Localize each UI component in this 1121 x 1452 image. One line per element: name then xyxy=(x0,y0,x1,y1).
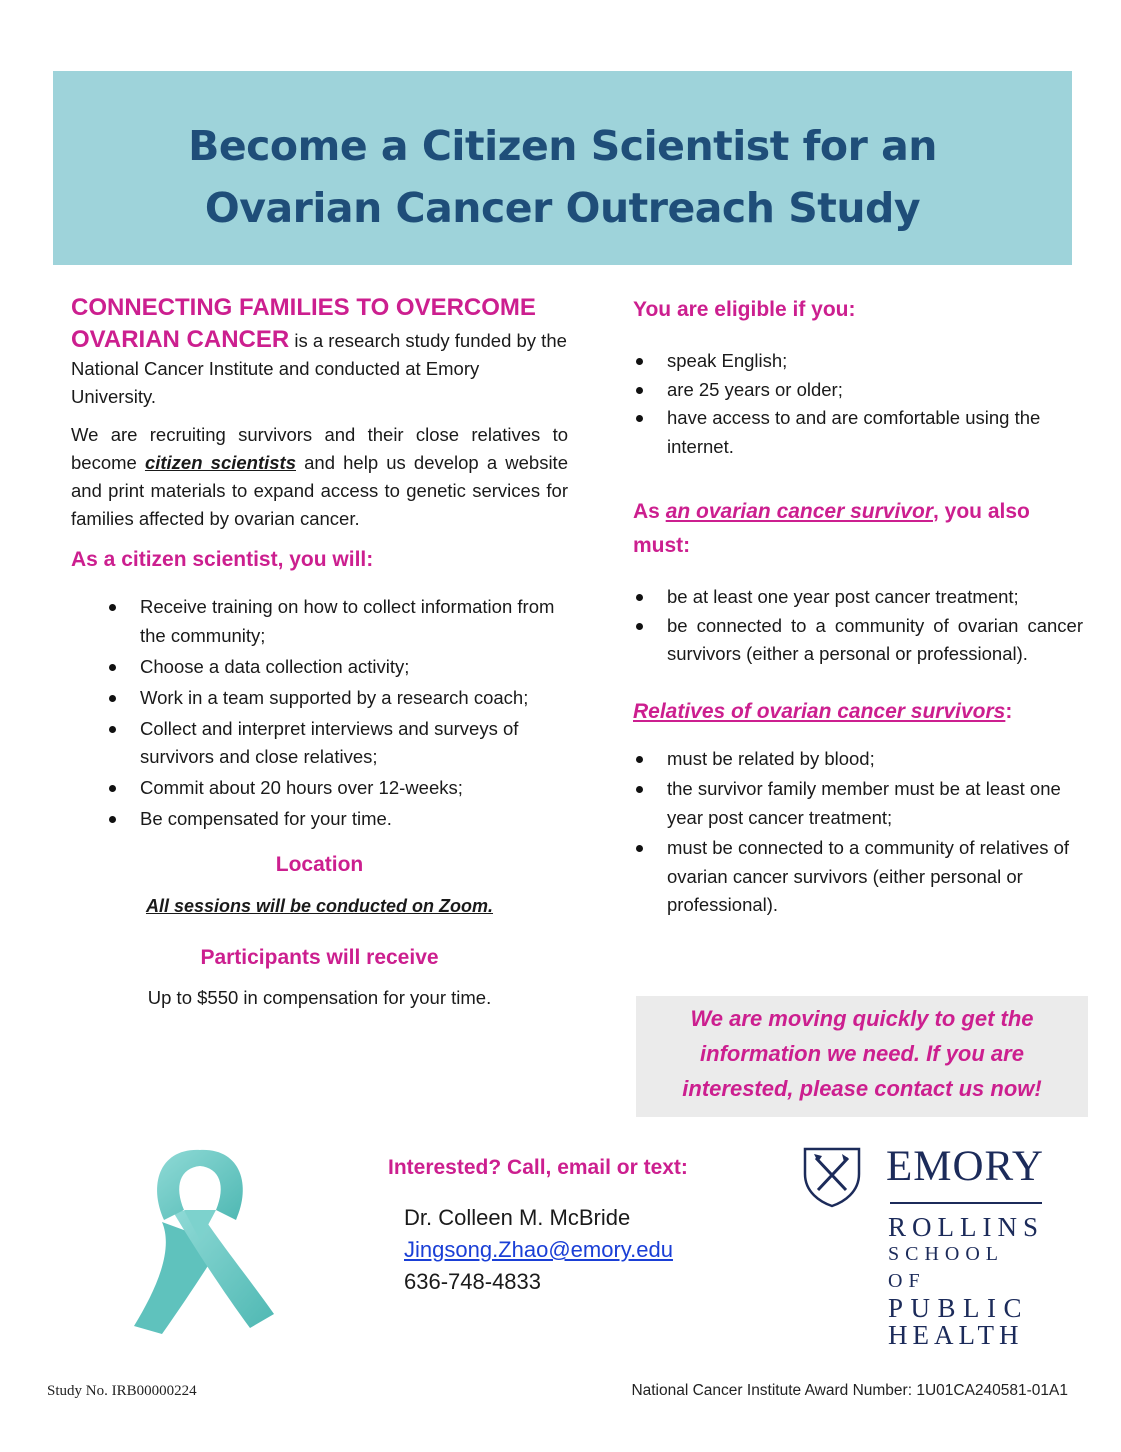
title-line-1: Become a Citizen Scientist for an xyxy=(188,122,937,170)
rollins-wordmark xyxy=(888,1214,1048,1349)
list-item: Be compensated for your time. xyxy=(140,805,568,834)
rollins-text: ROLLINS xyxy=(888,1212,1044,1242)
contact-callout xyxy=(636,996,1088,1117)
emory-wordmark: EMORY xyxy=(886,1143,1044,1190)
participants-heading: Participants will receive xyxy=(200,945,439,969)
relatives-list xyxy=(633,745,1083,920)
list-item: must be connected to a community of relatives of ovarian cancer survivors (either personal or professional). xyxy=(667,834,1083,920)
relatives-heading-colon: : xyxy=(1005,699,1013,723)
contact-phone: 636-748-4833 xyxy=(404,1269,542,1294)
location-text-value: All sessions will be conducted on Zoom. xyxy=(145,895,494,916)
list-item: Choose a data collection activity; xyxy=(140,653,568,682)
citizen-scientists-emphasis: citizen scientists xyxy=(144,452,296,473)
recruiting-text-a: We are recruiting survivors and their close relatives to become xyxy=(71,424,568,473)
page-title xyxy=(53,71,1072,239)
intro-heading-line-1: CONNECTING FAMILIES TO OVERCOME xyxy=(71,294,536,321)
contact-name: Dr. Colleen M. McBride xyxy=(404,1205,631,1230)
callout-line-3: interested, please contact us now! xyxy=(682,1076,1042,1101)
survivor-list xyxy=(633,583,1083,669)
emory-shield-icon xyxy=(802,1146,862,1208)
citizen-scientist-list xyxy=(71,593,568,834)
eligible-list xyxy=(633,347,1083,461)
study-number: Study No. IRB00000224 xyxy=(47,1383,197,1399)
contact-lines xyxy=(404,1202,768,1298)
list-item: Receive training on how to collect information from the community; xyxy=(140,593,568,650)
list-item: must be related by blood; xyxy=(667,745,1083,774)
title-line-2: Ovarian Cancer Outreach Study xyxy=(204,184,921,232)
survivor-heading-b: , you also must: xyxy=(633,500,1030,557)
callout-line-2: information we need. If you are xyxy=(700,1041,1024,1066)
title-banner xyxy=(53,71,1072,265)
list-item: Commit about 20 hours over 12-weeks; xyxy=(140,774,568,803)
right-column xyxy=(633,295,1083,920)
award-number: National Cancer Institute Award Number: 1U01CA240581-01A1 xyxy=(631,1382,1068,1399)
list-item: Work in a team supported by a research coach; xyxy=(140,684,568,713)
public-text: PUBLIC xyxy=(888,1293,1030,1323)
list-item: are 25 years or older; xyxy=(667,376,1083,405)
list-item: speak English; xyxy=(667,347,1083,376)
survivor-heading xyxy=(633,495,1083,563)
contact-block xyxy=(388,1152,768,1298)
callout-line-1: We are moving quickly to get the xyxy=(690,1006,1034,1031)
list-item: the survivor family member must be at least one year post cancer treatment; xyxy=(667,775,1083,832)
recruiting-paragraph xyxy=(71,421,568,533)
relatives-heading-link: Relatives of ovarian cancer survivors xyxy=(633,699,1006,723)
survivor-heading-a: As xyxy=(633,500,666,523)
emory-rollins-logo xyxy=(800,1140,1050,1350)
left-column xyxy=(71,290,568,1009)
survivor-heading-link: an ovarian cancer survivor xyxy=(665,500,933,523)
relatives-heading xyxy=(633,697,1083,727)
citizen-scientist-heading: As a citizen scientist, you will: xyxy=(71,548,374,571)
teal-ribbon-icon xyxy=(100,1140,310,1340)
participants-text: Up to $550 in compensation for your time. xyxy=(147,986,492,1008)
contact-email-link[interactable]: Jingsong.Zhao@emory.edu xyxy=(404,1237,673,1262)
school-of-text: SCHOOL OF xyxy=(888,1243,1004,1292)
intro-sentence: is a research study funded by the National Cancer Institute and conducted at Emory University. xyxy=(71,330,567,407)
list-item: Collect and interpret interviews and surveys of survivors and close relatives; xyxy=(140,715,568,772)
intro-paragraph xyxy=(71,326,568,411)
logo-divider xyxy=(890,1202,1042,1204)
intro-heading-line-2: OVARIAN CANCER xyxy=(71,326,290,353)
contact-heading: Interested? Call, email or text: xyxy=(388,1156,688,1179)
list-item: have access to and are comfortable using the internet. xyxy=(667,404,1083,461)
health-text: HEALTH xyxy=(888,1320,1024,1350)
list-item: be connected to a community of ovarian cancer survivors (either a personal or professional). xyxy=(667,612,1083,669)
eligible-heading: You are eligible if you: xyxy=(633,298,856,321)
recruiting-text-b: and help us develop a website and print materials to expand access to genetic services for families affected by ovarian cancer. xyxy=(71,452,568,529)
location-heading: Location xyxy=(275,852,364,876)
location-text xyxy=(71,896,568,917)
list-item: be at least one year post cancer treatment; xyxy=(667,583,1083,612)
